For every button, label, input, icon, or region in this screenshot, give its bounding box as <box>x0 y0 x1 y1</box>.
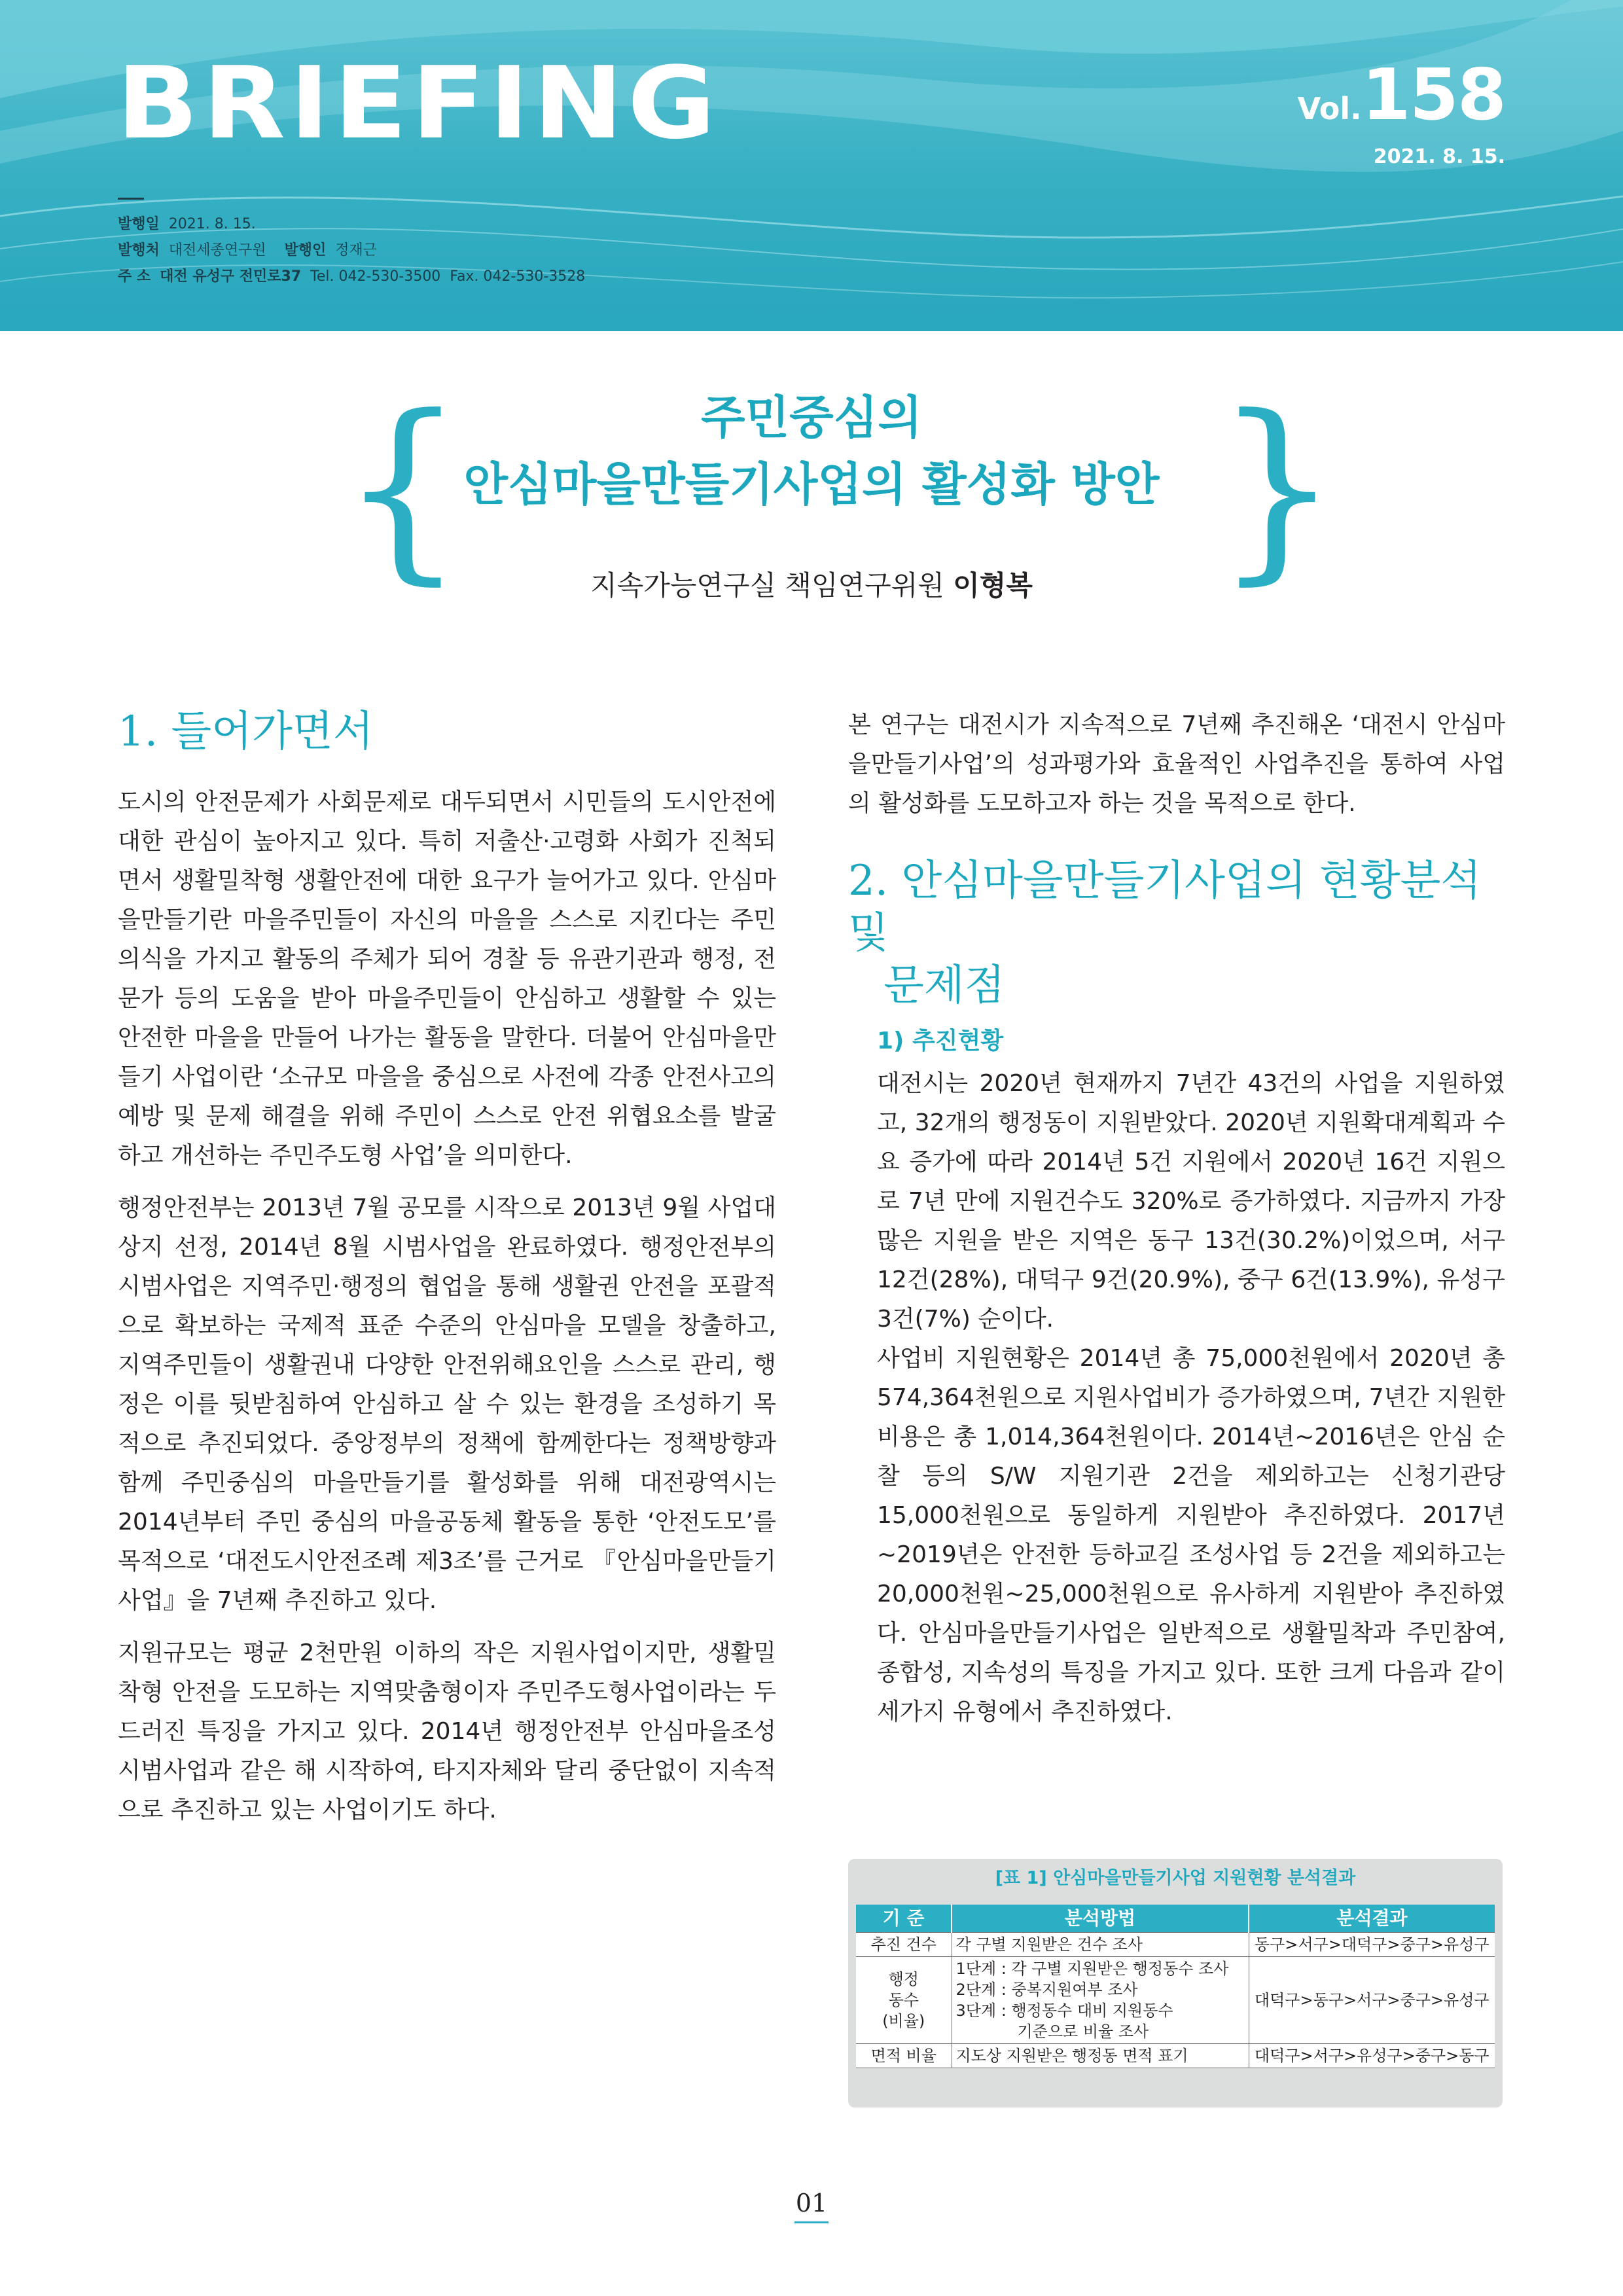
table-cell: 면적 비율 <box>856 2044 952 2068</box>
article-title-line1: 주민중심의 <box>700 391 923 444</box>
table-header-cell: 분석방법 <box>952 1905 1249 1933</box>
author-name: 이형복 <box>953 569 1033 601</box>
right-column <box>848 706 1505 1732</box>
right-brace-decoration: } <box>1215 374 1340 602</box>
issue-date: 2021. 8. 15. <box>1373 145 1505 168</box>
table-cell: 동구>서구>대덕구>중구>유성구 <box>1249 1933 1495 1957</box>
research-purpose-paragraph: 본 연구는 대전시가 지속적으로 7년째 추진해온 ‘대전시 안심마을만들기사업’의 성과평가와 효율적인 사업추진을 통하여 사업의 활성화를 도모하고자 하는 것을 목적으로 한다. <box>848 711 1505 817</box>
left-column <box>118 706 776 1830</box>
section1-paragraph2: 행정안전부는 2013년 7월 공모를 시작으로 2013년 9월 사업대상지 선정, 2014년 8월 시범사업을 완료하였다. 행정안전부의 시범사업은 지역주민·행정의 협업을 통해 생활권 안전을 포괄적으로 확보하는 국제적 표준 수준의 안심마을 모델을 창출하고, 지역주민들이 생활권내 다양한 안전위해요인을 스스로 관리, 행정은 이를 뒷받침하여 안심하고 살 수 있는 환경을 조성하기 목적으로 추진되었다. 중앙정부의 정책에 함께한다는 정책방향과 함께 주민중심의 마을만들기를 활성화를 위해 대전광역시는 2014년부터 주민 중심의 마을공동체 활동을 통한 ‘안전도모’를 목적으로 ‘대전도시안전조례 제3조’를 근거로 『안심마을만들기사업』을 7년째 추진하고 있다. <box>118 1194 776 1614</box>
section1-heading: 1. 들어가면서 <box>118 708 374 756</box>
volume-label: Vol. <box>1297 91 1362 126</box>
header-band <box>0 0 1623 331</box>
publisher-row: 발행처 대전세종연구원 발행인 정재근 <box>118 242 378 259</box>
analysis-table <box>856 1905 1495 2068</box>
pub-date-row: 발행일 2021. 8. 15. <box>118 216 256 232</box>
table-header-cell: 분석결과 <box>1249 1905 1495 1933</box>
page-number-underline <box>794 2221 829 2223</box>
author-line <box>262 564 1361 603</box>
section2-body <box>848 1025 1505 1732</box>
table-caption: [표 1] 안심마을만들기사업 지원현황 분석결과 <box>995 1868 1356 1888</box>
subsection-heading: 1) 추진현황 <box>877 1028 1004 1054</box>
table-cell: 대덕구>서구>유성구>중구>동구 <box>1249 2044 1495 2068</box>
section2-paragraph2: 사업비 지원현황은 2014년 총 75,000천원에서 2020년 총 574,364천원으로 지원사업비가 증가하였으며, 7년간 지원한 비용은 총 1,014,364천원이다. 2014년~2016년은 안심 순찰 등의 S/W 지원기관 2건을 제외하고는 신청기관당 15,000천원으로 동일하게 지원받아 추진하였다. 2017년~2019년은 안전한 등하교길 조성사업 등 2건을 제외하고는 20,000천원~25,000천원으로 유사하게 지원받아 추진하였다. 안심마을만들기사업은 일반적으로 생활밀착과 주민참여, 종합성, 지속성의 특징을 가지고 있다. 또한 크게 다음과 같이 세가지 유형에서 추진하였다. <box>877 1345 1505 1725</box>
info-divider <box>118 198 144 200</box>
table-cell: 지도상 지원받은 행정동 면적 표기 <box>952 2044 1249 2068</box>
table-header-row <box>856 1905 1495 1933</box>
volume-number <box>1297 54 1505 136</box>
table-row <box>856 1933 1495 1957</box>
section2-heading: 2. 안심마을만들기사업의 현황분석 및 문제점 <box>848 857 1482 1010</box>
table-row <box>856 1957 1495 2044</box>
address-row: 주 소 대전 유성구 전민로37 Tel. 042-530-3500 Fax. 042-530-3528 <box>118 268 586 285</box>
author-affiliation: 지속가능연구실 책임연구위원 <box>590 569 944 601</box>
page-number: 01 <box>746 2189 877 2223</box>
article-title-line2: 안심마을만들기사업의 활성화 방안 <box>463 457 1160 511</box>
table-box <box>848 1859 1503 2108</box>
table-cell: 각 구별 지원받은 건수 조사 <box>952 1933 1249 1957</box>
section1-paragraph1: 도시의 안전문제가 사회문제로 대두되면서 시민들의 도시안전에 대한 관심이 높아지고 있다. 특히 저출산·고령화 사회가 진척되면서 생활밀착형 생활안전에 대한 요구가 늘어가고 있다. 안심마을만들기란 마을주민들이 자신의 마을을 스스로 지킨다는 주민의식을 가지고 활동의 주체가 되어 경찰 등 유관기관과 행정, 전문가 등의 도움을 받아 마을주민들이 안심하고 생활할 수 있는 안전한 마을을 만들어 나가는 활동을 말한다. 더불어 안심마을만들기 사업이란 ‘소규모 마을을 중심으로 사전에 각종 안전사고의 예방 및 문제 해결을 위해 주민이 스스로 안전 위협요소를 발굴하고 개선하는 주민주도형 사업’을 의미한다. <box>118 789 776 1169</box>
table-row <box>856 2044 1495 2068</box>
table-cell: 대덕구>동구>서구>중구>유성구 <box>1249 1957 1495 2044</box>
publication-info <box>118 198 585 290</box>
section1-paragraph3: 지원규모는 평균 2천만원 이하의 작은 지원사업이지만, 생활밀착형 안전을 도모하는 지역맞춤형이자 주민주도형사업이라는 두드러진 특징을 가지고 있다. 2014년 행정안전부 안심마을조성 시범사업과 같은 해 시작하여, 타지자체와 달리 중단없이 지속적으로 추진하고 있는 사업이기도 하다. <box>118 1640 776 1823</box>
table-cell: 추진 건수 <box>856 1933 952 1957</box>
table-cell: 행정 동수 (비율) <box>856 1957 952 2044</box>
briefing-logo: BRIEFING <box>116 45 720 161</box>
volume-value: 158 <box>1361 54 1505 136</box>
section2-paragraph1: 대전시는 2020년 현재까지 7년간 43건의 사업을 지원하였고, 32개의 행정동이 지원받았다. 2020년 지원확대계획과 수요 증가에 따라 2014년 5건 지원에서 2020년 16건 지원으로 7년 만에 지원건수도 320%로 증가하였다. 지금까지 가장 많은 지원을 받은 지역은 동구 13건(30.2%)이었으며, 서구 12건(28%), 대덕구 9건(20.9%), 중구 6건(13.9%), 유성구 3건(7%) 순이다. <box>877 1070 1505 1333</box>
table-cell: 1단계 : 각 구별 지원받은 행정동수 조사 2단계 : 중복지원여부 조사 3단계 : 행정동수 대비 지원동수 기준으로 비율 조사 <box>952 1957 1249 2044</box>
left-brace-decoration: { <box>340 374 465 602</box>
table-header-cell: 기 준 <box>856 1905 952 1933</box>
